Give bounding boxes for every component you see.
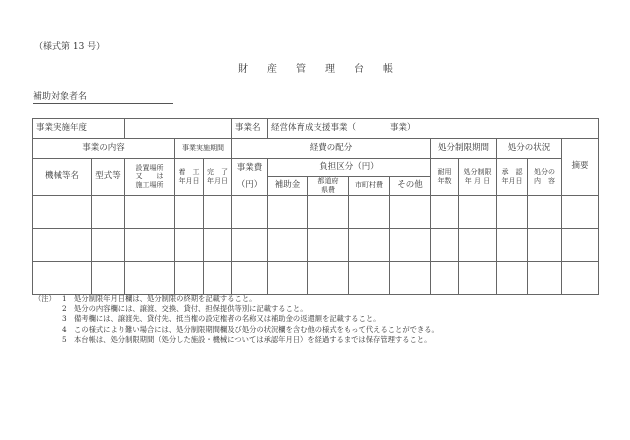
note-text: この様式により難い場合には、処分制限期間欄及び処分の状況欄を含む他の様式をもって代えることができる。 <box>74 324 439 334</box>
header-disposal-content <box>528 159 562 196</box>
text: 耐用 <box>437 168 452 176</box>
table-cell[interactable] <box>204 261 232 294</box>
header-municipal: 市町村費 <box>349 177 390 196</box>
header-location <box>125 159 175 196</box>
project-name-cell[interactable]: 経営体育成支援事業（ 事業） <box>268 119 599 139</box>
table-cell[interactable] <box>308 195 349 228</box>
table-cell[interactable] <box>33 228 92 261</box>
header-subsidy: 補助金 <box>268 177 308 196</box>
table-cell[interactable] <box>431 195 459 228</box>
table-cell[interactable] <box>92 195 125 228</box>
table-cell[interactable] <box>268 195 308 228</box>
text: 年数 <box>437 176 452 185</box>
table-cell[interactable] <box>349 228 390 261</box>
header-useful-life <box>431 159 459 196</box>
note-number: 1 <box>62 294 67 303</box>
text: 完 了 <box>207 168 229 176</box>
header-disposal-limit: 処分制限期間 <box>431 139 497 159</box>
table-cell[interactable] <box>431 261 459 294</box>
note-number: 5 <box>62 334 67 344</box>
table-cell[interactable] <box>497 228 528 261</box>
table-cell[interactable] <box>204 228 232 261</box>
page-title <box>238 60 412 75</box>
title-char: 台 <box>354 64 364 75</box>
title-char: 管 <box>296 64 306 75</box>
table-cell[interactable] <box>349 261 390 294</box>
table-cell[interactable] <box>562 195 599 228</box>
notes-label: （注） <box>34 294 56 303</box>
table-cell[interactable] <box>175 261 204 294</box>
table-cell[interactable] <box>528 228 562 261</box>
table-cell[interactable] <box>562 261 599 294</box>
title-char: 産 <box>267 64 277 75</box>
note-item <box>34 294 439 304</box>
text: 年月日 <box>207 176 229 185</box>
recipient-label: 補助対象者名 <box>33 92 88 102</box>
table-cell[interactable] <box>175 228 204 261</box>
text: 年月日 <box>178 176 200 185</box>
header-burden: 負担区分（円） <box>268 159 431 177</box>
table-row <box>33 228 599 261</box>
text: 年 月 日 <box>464 176 491 185</box>
header-prefecture <box>308 177 349 196</box>
note-item <box>34 314 439 324</box>
table-cell[interactable] <box>459 195 497 228</box>
table-cell[interactable] <box>204 195 232 228</box>
note-item <box>34 335 439 345</box>
table-cell[interactable] <box>268 228 308 261</box>
note-number: 4 <box>62 324 67 334</box>
note-text: 処分の内容欄には、譲渡、交換、貸付、担保提供等別に記載すること。 <box>74 304 308 314</box>
table-cell[interactable] <box>390 195 431 228</box>
text: 内 容 <box>534 176 556 185</box>
text: 着 工 <box>178 168 200 176</box>
text: （円） <box>236 179 263 190</box>
text: 事業費 <box>236 163 263 174</box>
fiscal-year-label: 事業実施年度 <box>33 119 125 139</box>
header-remarks: 摘要 <box>562 139 599 196</box>
header-completion <box>204 159 232 196</box>
text: 設置場所 <box>135 163 164 172</box>
header-start <box>175 159 204 196</box>
table-cell[interactable] <box>528 195 562 228</box>
header-disposal-status: 処分の状況 <box>497 139 562 159</box>
text: 施工場所 <box>135 181 164 190</box>
header-allocation: 経費の配分 <box>232 139 431 159</box>
table-cell[interactable] <box>33 195 92 228</box>
table-cell[interactable] <box>175 195 204 228</box>
header-machine-name: 機械等名 <box>33 159 92 196</box>
table-cell[interactable] <box>33 261 92 294</box>
table-cell[interactable] <box>125 195 175 228</box>
notes <box>34 294 439 345</box>
project-name-label: 事業名 <box>232 119 268 139</box>
table-cell[interactable] <box>528 261 562 294</box>
note-number: 3 <box>62 314 67 324</box>
property-ledger-table <box>32 118 599 295</box>
note-text: 本台帳は、処分制限期間（処分した施設・機械については承認年月日）を経過するまでは保存管理すること。 <box>74 334 432 344</box>
table-cell[interactable] <box>232 195 268 228</box>
header-limit-date <box>459 159 497 196</box>
note-text: 備考欄には、譲渡先、貸付先、抵当権の設定権者の名称又は補助金の返還額を記載すること。 <box>74 314 381 324</box>
text: 処分の <box>534 168 556 176</box>
table-cell[interactable] <box>349 195 390 228</box>
table-cell[interactable] <box>459 228 497 261</box>
header-project-cost <box>232 159 268 196</box>
table-cell[interactable] <box>308 228 349 261</box>
header-period: 事業実施期間 <box>175 139 232 159</box>
text: 年月日 <box>501 176 523 185</box>
table-cell[interactable] <box>459 261 497 294</box>
table-cell[interactable] <box>390 228 431 261</box>
table-cell[interactable] <box>431 228 459 261</box>
note-number: 2 <box>62 304 67 314</box>
table-cell[interactable] <box>497 261 528 294</box>
data-rows <box>33 195 599 294</box>
table-cell[interactable] <box>125 228 175 261</box>
table-row <box>33 195 599 228</box>
form-number: （様式第 13 号） <box>34 42 106 52</box>
text: 承 認 <box>501 168 523 176</box>
title-char: 理 <box>325 64 335 75</box>
table-cell[interactable] <box>232 261 268 294</box>
table-cell[interactable] <box>497 195 528 228</box>
text: 都道府 <box>317 177 339 185</box>
fiscal-year-cell[interactable] <box>125 119 232 139</box>
table-cell[interactable] <box>92 261 125 294</box>
table-row <box>33 261 599 294</box>
table-cell[interactable] <box>562 228 599 261</box>
recipient-name-field[interactable] <box>33 89 173 104</box>
text: 又 は <box>135 172 164 181</box>
header-model: 型式等 <box>92 159 125 196</box>
title-char: 帳 <box>383 64 393 75</box>
table-cell[interactable] <box>92 228 125 261</box>
note-item <box>34 304 439 314</box>
title-char: 財 <box>238 64 248 75</box>
header-other: その他 <box>390 177 431 196</box>
note-item <box>34 325 439 335</box>
header-content: 事業の内容 <box>33 139 175 159</box>
note-text: 処分制限年月日欄は、処分制限の終期を記載すること。 <box>74 294 257 303</box>
text: 県費 <box>321 185 336 194</box>
table-cell[interactable] <box>232 228 268 261</box>
header-approval-date <box>497 159 528 196</box>
table-cell[interactable] <box>308 261 349 294</box>
table-cell[interactable] <box>125 261 175 294</box>
table-cell[interactable] <box>390 261 431 294</box>
text: 処分制限 <box>463 168 492 176</box>
table-cell[interactable] <box>268 261 308 294</box>
